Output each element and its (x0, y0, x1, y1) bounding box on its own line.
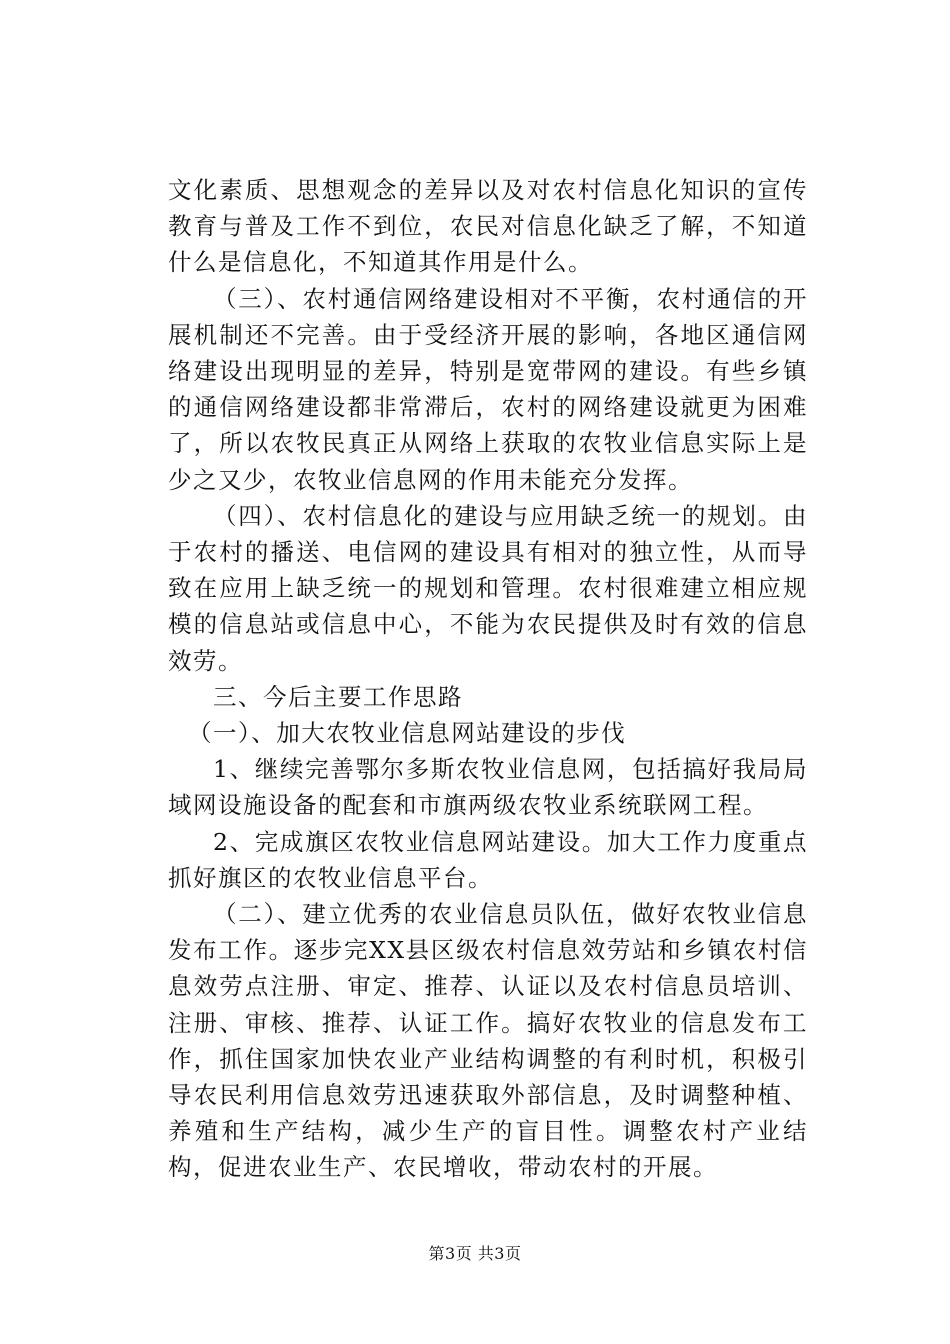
subsection-heading-1: （一）、加大农牧业信息网站建设的步伐 (188, 719, 627, 748)
paragraph-subsection-2: （二）、建立优秀的农业信息员队伍，做好农牧业信息发布工作。逐步完XX县区级农村信息效劳站和乡镇农村信息效劳点注册、审定、推荐、认证以及农村信息员培训、注册、审核、推荐、认证工作。搞好农牧业的信息发布工作，抓住国家加快农业产业结构调整的有利时机，积极引导农民利用信息效劳迅速获取外部信息，及时调整种植、养殖和生产结构，减少生产的盲目性。调整农村产业结构，促进农业生产、农民增收，带动农村的开展。 (168, 900, 808, 1182)
page-footer: 第3页 共3页 (428, 1244, 522, 1263)
paragraph-section-4: （四）、农村信息化的建设与应用缺乏统一的规划。由于农村的播送、电信网的建设具有相对的独立性，从而导致在应用上缺乏统一的规划和管理。农村很难建立相应规模的信息站或信息中心，不能为农民提供及时有效的信息效劳。 (168, 501, 808, 675)
list-item-1: 1、继续完善鄂尔多斯农牧业信息网，包括搞好我局局域网设施设备的配套和市旗两级农牧业系统联网工程。 (168, 755, 808, 820)
section-heading-3: 三、今后主要工作思路 (213, 682, 463, 711)
document-body (168, 172, 808, 1186)
paragraph-continuation: 文化素质、思想观念的差异以及对农村信息化知识的宣传教育与普及工作不到位，农民对信息化缺乏了解，不知道什么是信息化，不知道其作用是什么。 (168, 176, 808, 277)
paragraph-section-3: （三）、农村通信网络建设相对不平衡，农村通信的开展机制还不完善。由于受经济开展的影响，各地区通信网络建设出现明显的差异，特别是宽带网的建设。有些乡镇的通信网络建设都非常滞后，农村的网络建设就更为困难了，所以农牧民真正从网络上获取的农牧业信息实际上是少之又少，农牧业信息网的作用未能充分发挥。 (168, 284, 808, 494)
list-item-2: 2、完成旗区农牧业信息网站建设。加大工作力度重点抓好旗区的农牧业信息平台。 (168, 827, 808, 892)
